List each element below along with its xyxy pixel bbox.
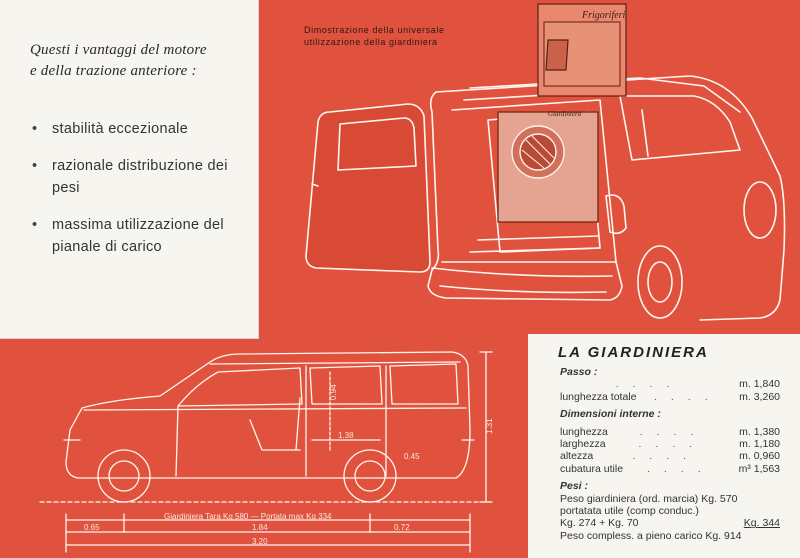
spec-label: Kg. 274 + Kg. 70 <box>560 517 639 530</box>
dim-label-1-84: 1.84 <box>252 523 268 532</box>
section-heading-passo: Passo : <box>560 366 598 378</box>
dim-label-3-20: 3.20 <box>252 537 268 546</box>
list-item <box>32 214 242 258</box>
dim-label-1-38: 1.38 <box>338 431 354 440</box>
spec-value: m³ 1,563 <box>738 462 780 475</box>
advantages-card <box>0 0 259 339</box>
car-side-drawing <box>40 352 492 552</box>
spec-row <box>560 517 780 529</box>
spec-row <box>560 450 780 462</box>
illustration-caption <box>304 24 524 48</box>
specs-title: LA GIARDINIERA <box>558 344 709 361</box>
fridge-brand: Frigoriferi <box>582 10 626 21</box>
dim-label-0-72: 0.72 <box>394 523 410 532</box>
bullet-icon: • <box>32 121 38 137</box>
spec-row <box>560 438 780 450</box>
spec-value: m. 1,380 <box>739 425 780 438</box>
cargo-drum-illustration <box>498 112 598 222</box>
leader-dots: .... <box>632 450 701 463</box>
spec-value: Kg. 344 <box>743 517 780 530</box>
car-badge: Giardiniera <box>548 110 582 118</box>
specs-body <box>560 366 780 542</box>
advantage-label: stabilità eccezionale <box>52 121 189 137</box>
specs-card <box>528 334 800 558</box>
leader-dots: .... <box>639 425 708 438</box>
dim-label-0-65: 0.65 <box>84 523 100 532</box>
advantage-label: razionale distribuzione dei pesi <box>52 158 228 196</box>
leader-dots: .... <box>638 438 707 451</box>
bullet-icon: • <box>32 158 38 174</box>
spec-value: m. 3,260 <box>739 390 780 403</box>
spec-row <box>560 378 780 390</box>
section-heading-pesi: Pesi : <box>560 480 589 493</box>
list-item <box>32 155 242 199</box>
caption-line-2: utilizzazione della giardiniera <box>304 37 438 47</box>
spec-label: altezza <box>560 450 594 463</box>
spec-row <box>560 426 780 438</box>
list-item <box>32 118 242 140</box>
dim-label-0-94: 0.94 <box>329 384 338 400</box>
spec-line: Peso compless. a pieno carico Kg. 914 <box>560 529 742 542</box>
spec-line: portatata utile (comp conduc.) <box>560 505 699 518</box>
spec-label: cubatura utile <box>560 462 624 475</box>
leader-dots: .... <box>615 378 684 391</box>
leader-dots: .... <box>653 390 722 403</box>
spec-label: lunghezza totale <box>560 390 637 403</box>
spec-row <box>560 391 780 403</box>
advantage-label: massima utilizzazione del pianale di carico <box>52 217 224 255</box>
spec-value: m. 1,180 <box>739 438 780 451</box>
weights-note: Giardiniera Tara Kg 580 — Portata max Kg 334 <box>164 512 332 521</box>
bullet-icon: • <box>32 217 38 233</box>
section-heading-dimensioni: Dimensioni interne : <box>560 408 661 421</box>
advantages-list <box>32 118 242 273</box>
caption-line-1: Dimostrazione della universale <box>304 25 445 35</box>
leader-dots: .... <box>646 462 715 475</box>
spec-value: m. 1,840 <box>739 378 780 391</box>
dim-label-0-45: 0.45 <box>404 452 420 461</box>
spec-line: Peso giardiniera (ord. marcia) Kg. 570 <box>560 492 738 505</box>
dim-label-1-31: 1.31 <box>485 418 494 434</box>
intro-line-1: Questi i vantaggi del motore <box>30 42 207 58</box>
spec-row <box>560 463 780 475</box>
spec-value: m. 0,960 <box>739 450 780 463</box>
intro-line-2: e della trazione anteriore : <box>30 63 197 79</box>
intro-text <box>30 40 245 82</box>
spec-label: larghezza <box>560 438 606 451</box>
spec-label: lunghezza <box>560 425 608 438</box>
